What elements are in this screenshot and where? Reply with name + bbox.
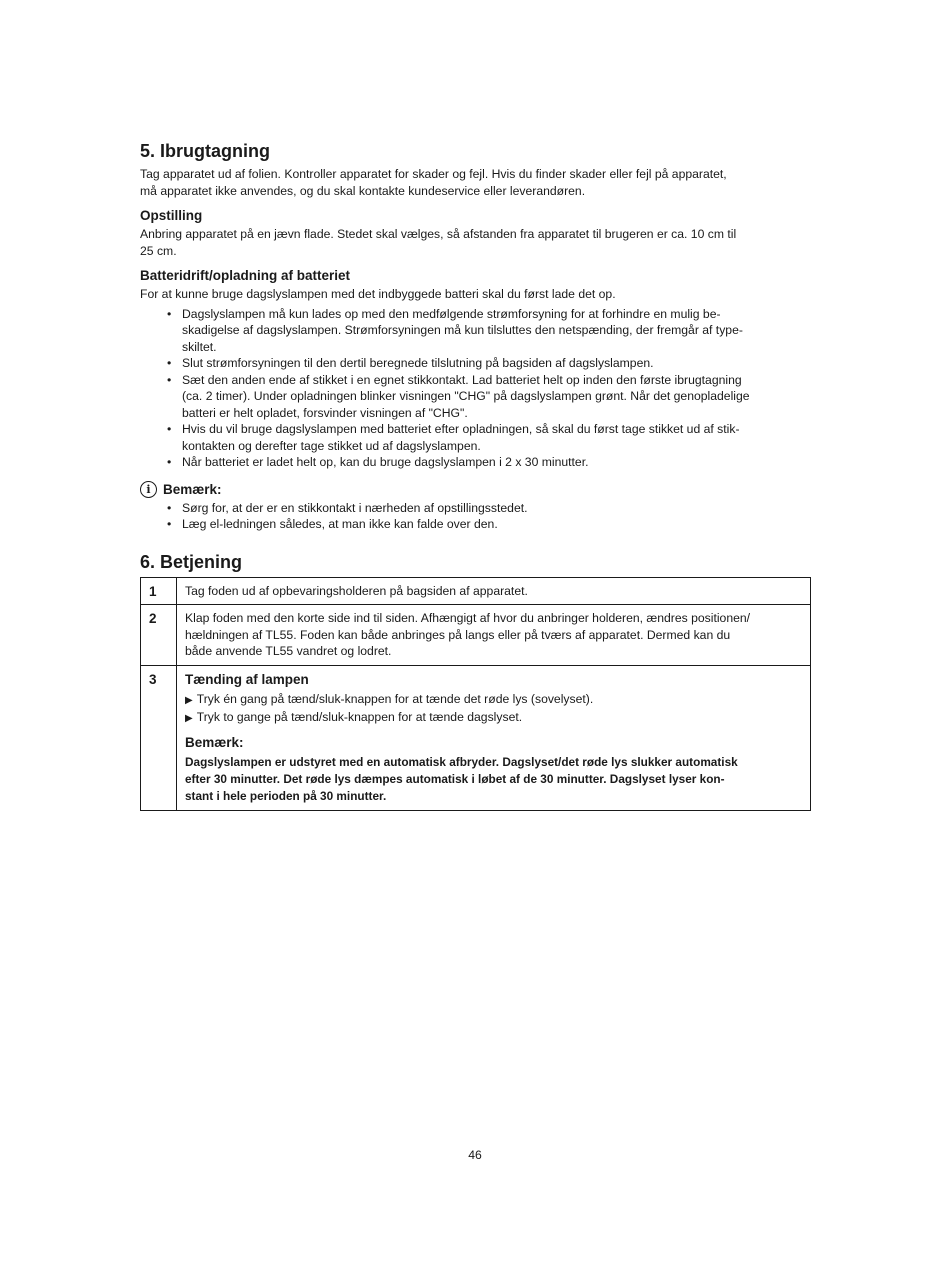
operation-table xyxy=(140,577,811,811)
opstilling-paragraph xyxy=(140,226,811,259)
list-item: • Læg el-ledningen således, at man ikke kan falde over den. xyxy=(182,516,811,533)
list-line: skadigelse af dagslyslampen. Strømforsyningen må kun tilsluttes den netspænding, der fremgår af type- xyxy=(182,323,743,337)
step-note-text xyxy=(185,754,802,805)
step-instruction xyxy=(185,709,802,728)
section-5-title: 5. Ibrugtagning xyxy=(140,141,270,161)
info-icon: i xyxy=(140,481,157,498)
intro-paragraph xyxy=(140,166,811,199)
note-title: Bemærk: xyxy=(163,481,222,497)
step-instruction xyxy=(185,691,802,710)
table-row xyxy=(141,665,811,810)
list-item: • Sørg for, at der er en stikkontakt i nærheden af opstillingsstedet. xyxy=(182,500,811,517)
list-line: (ca. 2 timer). Under opladningen blinker visningen "CHG" på dagslyslampen grønt. Når det genopladelige xyxy=(182,389,750,403)
list-item xyxy=(182,372,811,422)
list-line: Når batteriet er ladet helt op, kan du bruge dagslyslampen i 2 x 30 minutter. xyxy=(182,455,589,469)
opstilling-line: 25 cm. xyxy=(140,243,177,258)
list-line: Dagslyslampen må kun lades op med den medfølgende strømforsyning for at forhindre en mulig be- xyxy=(182,306,721,321)
step-line: både anvende TL55 vandret og lodret. xyxy=(185,644,392,658)
note-list xyxy=(140,500,811,533)
note-line: efter 30 minutter. Det røde lys dæmpes automatisk i løbet af de 30 minutter. Dagslyset lyser kon- xyxy=(185,771,725,786)
step-line: Klap foden med den korte side ind til siden. Afhængigt af hvor du anbringer holderen, ændres positionen/ xyxy=(185,611,751,625)
table-row xyxy=(141,577,811,605)
batteri-intro: For at kunne bruge dagslyslampen med det indbyggede batteri skal du først lade det op. xyxy=(140,287,616,301)
list-line: Sæt den anden ende af stikket i en egnet stikkontakt. Lad batteriet helt op inden den første ibrugtagning xyxy=(182,372,742,387)
step-heading: Tænding af lampen xyxy=(185,671,309,687)
step-content xyxy=(177,665,811,810)
page-number: 46 xyxy=(468,1148,482,1162)
section-6-title: 6. Betjening xyxy=(140,551,243,572)
batteri-heading: Batteridrift/opladning af batteriet xyxy=(140,268,351,283)
list-line: kontakten og derefter tage stikket ud af dagslyslampen. xyxy=(182,438,481,453)
note-header xyxy=(140,481,811,498)
list-item xyxy=(182,306,811,356)
table-row xyxy=(141,605,811,666)
play-arrow-icon: ▶ xyxy=(185,713,193,724)
list-line: batteri er helt opladet, forsvinder visningen af "CHG". xyxy=(182,405,468,420)
intro-line: Tag apparatet ud af folien. Kontroller apparatet for skader og fejl. Hvis du finder skader eller fejl på apparatet, xyxy=(140,167,727,181)
list-line: skiltet. xyxy=(182,339,217,354)
list-item xyxy=(182,454,811,471)
instruction-text: Tryk to gange på tænd/sluk-knappen for at tænde dagslyset. xyxy=(196,710,523,724)
note-line: stant i hele perioden på 30 minutter. xyxy=(185,788,387,803)
step-content xyxy=(177,577,811,605)
step-note-title: Bemærk: xyxy=(185,734,244,750)
step-number: 1 xyxy=(141,577,177,605)
batteri-list xyxy=(140,306,811,471)
instruction-text: Tryk én gang på tænd/sluk-knappen for at tænde det røde lys (sovelyset). xyxy=(196,691,594,706)
intro-line: må apparatet ikke anvendes, og du skal kontakte kundeservice eller leverandøren. xyxy=(140,183,586,198)
step-line: Tag foden ud af opbevaringsholderen på bagsiden af apparatet. xyxy=(185,583,528,598)
opstilling-line: Anbring apparatet på en jævn flade. Stedet skal vælges, så afstanden fra apparatet til brugeren er ca. 10 cm til xyxy=(140,227,737,241)
step-content xyxy=(177,605,811,666)
list-item xyxy=(182,421,811,454)
page-content xyxy=(140,140,811,811)
list-line: Slut strømforsyningen til den dertil beregnede tilslutning på bagsiden af dagslyslampen. xyxy=(182,356,654,370)
step-number: 3 xyxy=(141,665,177,810)
opstilling-heading: Opstilling xyxy=(140,208,203,223)
play-arrow-icon: ▶ xyxy=(185,694,193,706)
note-line: Dagslyslampen er udstyret med en automatisk afbryder. Dagslyset/det røde lys slukker automatisk xyxy=(185,754,738,769)
list-line: Hvis du vil bruge dagslyslampen med batteriet efter opladningen, så skal du først tage stikket ud af stik- xyxy=(182,422,740,436)
list-item xyxy=(182,355,811,372)
step-number: 2 xyxy=(141,605,177,666)
step-line: hældningen af TL55. Foden kan både anbringes på langs eller på tværs af apparatet. Dermed kan du xyxy=(185,627,731,642)
